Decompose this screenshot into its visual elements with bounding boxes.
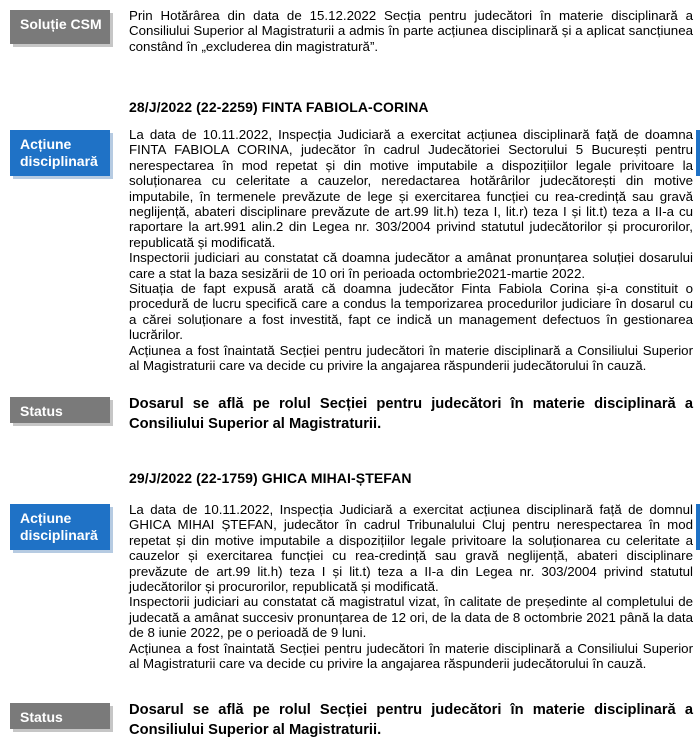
solutie-csm-text: [129, 8, 693, 54]
case-action-text: [129, 127, 693, 374]
paragraph: Prin Hotărârea din data de 15.12.2022 Secția pentru judecători în materie disciplinară a Consiliului Superior al Magistraturii a admis în parte acțiunea disciplinară și a aplicat sancțiunea constând în „excluderea din magistratură”.: [129, 8, 693, 54]
case-action-text: [129, 502, 693, 671]
status-text: Dosarul se află pe rolul Secției pentru judecători în materie disciplinară a Consiliului Superior al Magistraturii.: [129, 702, 693, 738]
paragraph: La data de 10.11.2022, Inspecția Judiciară a exercitat acțiunea disciplinară față de domnul GHICA MIHAI ȘTEFAN, judecător în cadrul Tribunalului Cluj pentru nerespectarea în mod repetat și din motive imputabile a dispozițiilor legale privitoare la soluționarea cu celeritate a cauzelor și exercitarea funcției cu rea-credință sau gravă neglijență, abateri disciplinare prevăzute de art.99 lit.h) teza I și lit.t) teza a II-a din Legea nr. 303/2004 privind statutul judecătorilor și procurorilor, republicată și modificată.: [129, 502, 693, 595]
edge-marker: [696, 130, 700, 176]
case-title: 29/J/2022 (22-1759) GHICA MIHAI-ȘTEFAN: [129, 470, 412, 486]
label-status: Status: [10, 703, 110, 729]
paragraph: Acțiunea a fost înaintată Secției pentru judecători în materie disciplinară a Consiliului Superior al Magistraturii care va decide cu privire la angajarea răspunderii judecătorului în cauză.: [129, 640, 693, 672]
label-actiune-disciplinara: Acțiune disciplinară: [10, 130, 110, 176]
edge-marker: [696, 504, 700, 550]
status-text: Dosarul se află pe rolul Secției pentru judecători în materie disciplinară a Consiliului Superior al Magistraturii.: [129, 396, 693, 432]
paragraph: Inspectorii judiciari au constatat că magistratul vizat, în calitate de președinte al completului de judecată a amânat succesiv pronunțarea de 12 ori, de la data de 8 octombrie 2021 până la data de 8 iunie 2022, pe o perioadă de 9 luni.: [129, 594, 693, 641]
label-actiune-disciplinara: Acțiune disciplinară: [10, 504, 110, 550]
paragraph: Inspectorii judiciari au constatat că doamna judecător a amânat pronunțarea soluției dosarului care a stat la baza sesizării de 10 ori în perioada octombrie2021-martie 2022.: [129, 250, 693, 281]
case-title: 28/J/2022 (22-2259) FINTA FABIOLA-CORINA: [129, 99, 429, 115]
paragraph: La data de 10.11.2022, Inspecția Judiciară a exercitat acțiunea disciplinară față de doamna FINTA FABIOLA CORINA, judecător în cadrul Judecătoriei Sectorului 5 București pentru nerespectarea în mod repetat și din motive imputabile a dispozițiilor legale privitoare la soluționarea cu celeritate a cauzelor, neredactarea hotărârilor judecătorești din motive imputabile, în termenele prevăzute de lege și exercitarea funcției cu rea-credință sau gravă neglijență, abateri disciplinare prevăzute de art.99 lit.h) teza I, lit.r) teza I și lit.t) teza a II-a cu raportare la art.991 alin.2 din Legea nr. 303/2004 privind statutul judecătorilor și procurorilor, republicată și modificată.: [129, 127, 693, 250]
label-status: Status: [10, 397, 110, 423]
label-solutie-csm: Soluție CSM: [10, 10, 110, 44]
paragraph: Situația de fapt expusă arată că doamna judecător Finta Fabiola Corina și-a constituit o procedură de lucru specifică care a condus la temporizarea procedurilor judiciare în dosarul cu a cărei soluționare a fost investită, fapt ce indică un management defectuos în gestionarea lucrărilor.: [129, 281, 693, 343]
paragraph: Acțiunea a fost înaintată Secției pentru judecători în materie disciplinară a Consiliului Superior al Magistraturii care va decide cu privire la angajarea răspunderii judecătorului în cauză.: [129, 342, 693, 374]
